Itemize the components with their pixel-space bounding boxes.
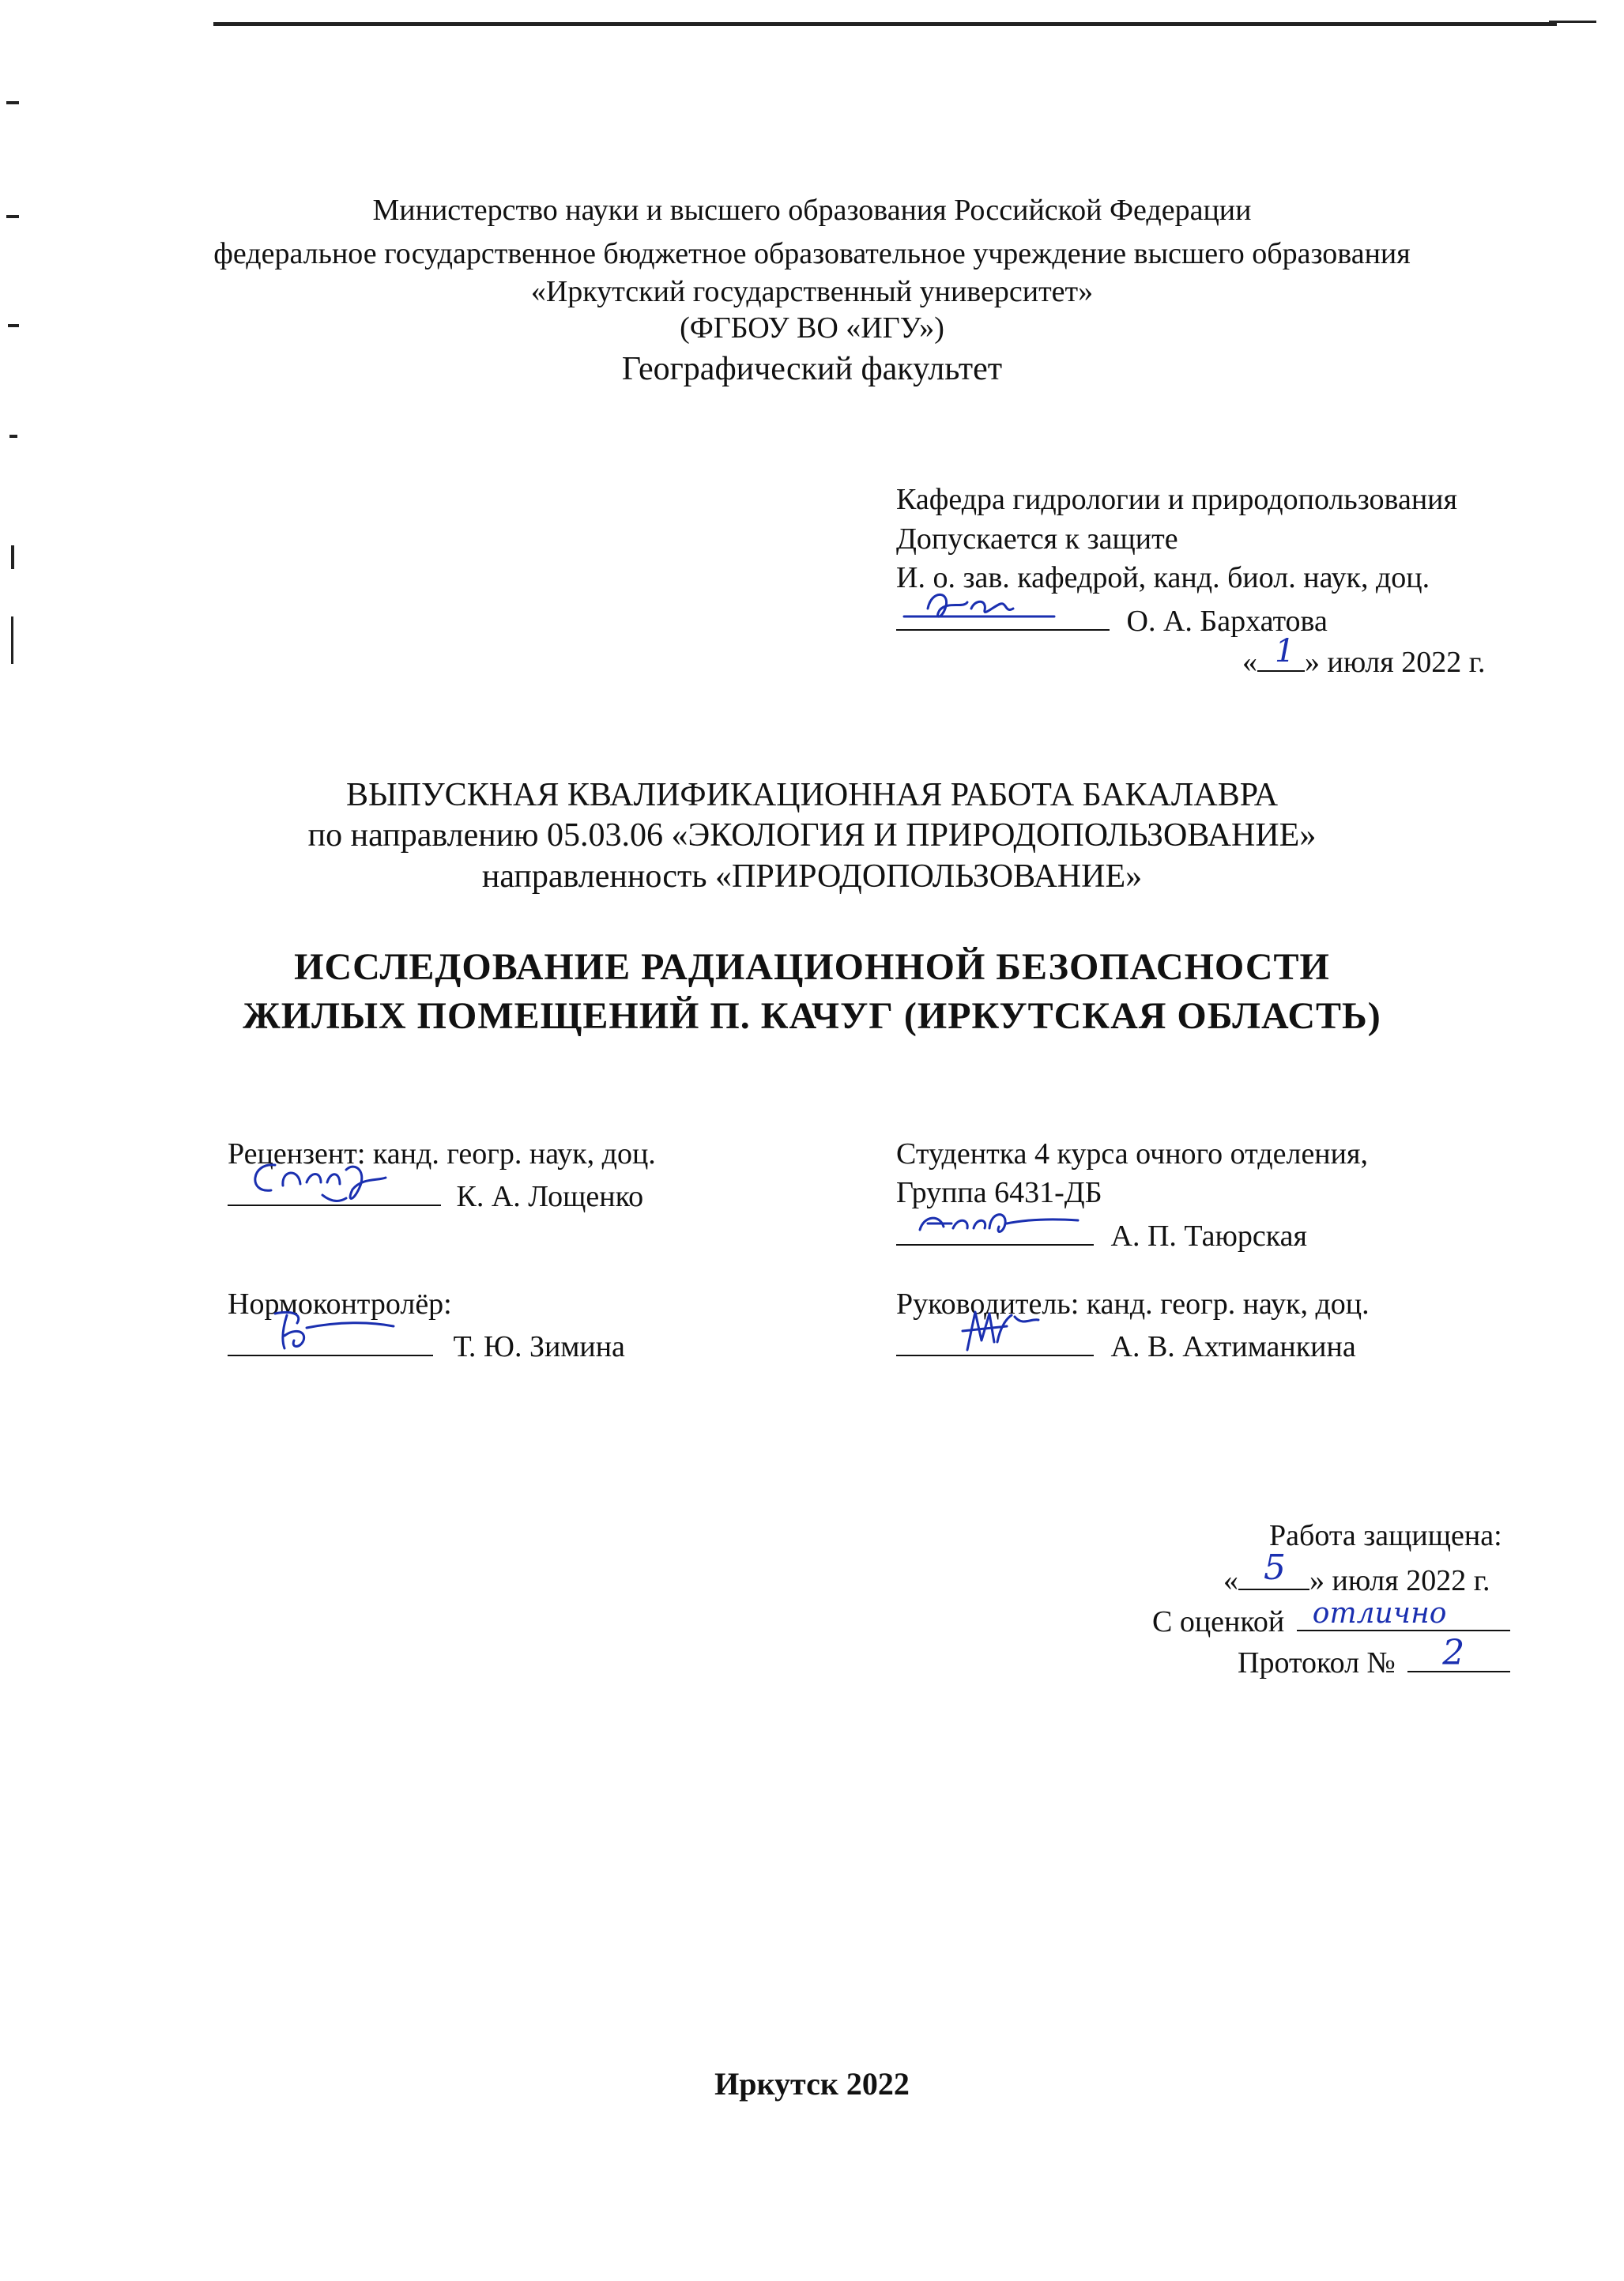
date-quote-open: « bbox=[1223, 1564, 1238, 1597]
supervisor-signature bbox=[896, 1303, 1094, 1358]
admitted-line: Допускается к защите bbox=[896, 522, 1178, 556]
supervisor-name: А. В. Ахтиманкина bbox=[1110, 1330, 1356, 1363]
work-type-line: ВЫПУСКНАЯ КВАЛИФИКАЦИОННАЯ РАБОТА БАКАЛАВРА bbox=[345, 777, 1279, 813]
signature-blank bbox=[228, 1328, 433, 1356]
protocol-label: Протокол № bbox=[1238, 1646, 1396, 1680]
protocol-number: 2 bbox=[1442, 1633, 1465, 1673]
ministry-line: Министерство науки и высшего образования Российской Федерации bbox=[372, 194, 1252, 227]
student-label: Студентка 4 курса очного отделения, bbox=[896, 1137, 1368, 1171]
defense-date-line bbox=[1223, 1548, 1490, 1597]
reviewer-label: Рецензент: канд. геогр. наук, доц. bbox=[228, 1137, 656, 1171]
reviewer-signature bbox=[228, 1154, 441, 1209]
student-signature bbox=[896, 1200, 1094, 1247]
head-title-line: И. о. зав. кафедрой, канд. биол. наук, доц. bbox=[896, 561, 1430, 594]
work-title-line-2: ЖИЛЫХ ПОМЕЩЕНИЙ П. КАЧУГ (ИРКУТСКАЯ ОБЛАСТЬ) bbox=[243, 995, 1381, 1037]
scan-margin-mark bbox=[11, 545, 14, 569]
date-rest: » июля 2022 г. bbox=[1309, 1564, 1490, 1597]
normcontrol-signature bbox=[228, 1304, 433, 1359]
scan-top-border-right bbox=[1549, 21, 1596, 23]
protocol-line bbox=[1238, 1633, 1510, 1680]
student-name: А. П. Таюрская bbox=[1110, 1220, 1308, 1253]
scan-margin-mark bbox=[9, 435, 17, 438]
date-quote-open: « bbox=[1242, 646, 1257, 679]
grade-label: С оценкой bbox=[1152, 1605, 1285, 1638]
signature-blank bbox=[896, 1328, 1094, 1356]
scan-margin-mark bbox=[11, 616, 13, 664]
grade-line bbox=[1152, 1597, 1510, 1638]
normcontrol-label: Нормоконтролёр: bbox=[228, 1288, 452, 1321]
signature-blank bbox=[228, 1178, 441, 1206]
supervisor-signature-line bbox=[896, 1328, 1356, 1362]
supervisor-label: Руководитель: канд. геогр. наук, доц. bbox=[896, 1288, 1370, 1321]
signature-blank bbox=[896, 602, 1110, 631]
work-profile-line: направленность «ПРИРОДОПОЛЬЗОВАНИЕ» bbox=[481, 858, 1143, 895]
date-day-blank bbox=[1257, 633, 1305, 672]
department-line: Кафедра гидрологии и природопользования bbox=[896, 483, 1457, 516]
protocol-blank bbox=[1407, 1633, 1510, 1673]
reviewer-signature-line bbox=[228, 1178, 643, 1212]
head-signature bbox=[896, 585, 1102, 632]
institution-type-line: федеральное государственное бюджетное образовательное учреждение высшего образования bbox=[213, 237, 1411, 270]
city-year: Иркутск 2022 bbox=[714, 2066, 910, 2102]
defended-line: Работа защищена: bbox=[1269, 1519, 1502, 1552]
head-signature-line bbox=[896, 602, 1328, 636]
normcontrol-signature-line bbox=[228, 1328, 625, 1362]
scan-margin-mark bbox=[6, 101, 19, 104]
normcontrol-name: Т. Ю. Зимина bbox=[453, 1330, 625, 1363]
scan-top-border bbox=[213, 22, 1557, 26]
student-group: Группа 6431-ДБ bbox=[896, 1176, 1102, 1209]
approval-date-line bbox=[1242, 633, 1486, 679]
date-rest: » июля 2022 г. bbox=[1305, 646, 1486, 679]
work-title-line-1: ИССЛЕДОВАНИЕ РАДИАЦИОННОЙ БЕЗОПАСНОСТИ bbox=[294, 946, 1330, 988]
work-direction-line: по направлению 05.03.06 «ЭКОЛОГИЯ И ПРИРОДОПОЛЬЗОВАНИЕ» bbox=[307, 817, 1317, 854]
abbreviation-line: (ФГБОУ ВО «ИГУ») bbox=[680, 311, 944, 345]
faculty-line: Географический факультет bbox=[621, 351, 1003, 387]
defense-day: 5 bbox=[1264, 1548, 1286, 1588]
reviewer-name: К. А. Лощенко bbox=[456, 1180, 644, 1213]
approval-day: 1 bbox=[1275, 633, 1295, 669]
signature-blank bbox=[896, 1217, 1094, 1246]
university-line: «Иркутский государственный университет» bbox=[530, 275, 1094, 308]
grade-value: отлично bbox=[1312, 1597, 1447, 1630]
student-signature-line bbox=[896, 1217, 1307, 1251]
head-name: О. А. Бархатова bbox=[1126, 605, 1328, 638]
grade-blank bbox=[1297, 1597, 1510, 1631]
date-day-blank bbox=[1238, 1548, 1309, 1590]
